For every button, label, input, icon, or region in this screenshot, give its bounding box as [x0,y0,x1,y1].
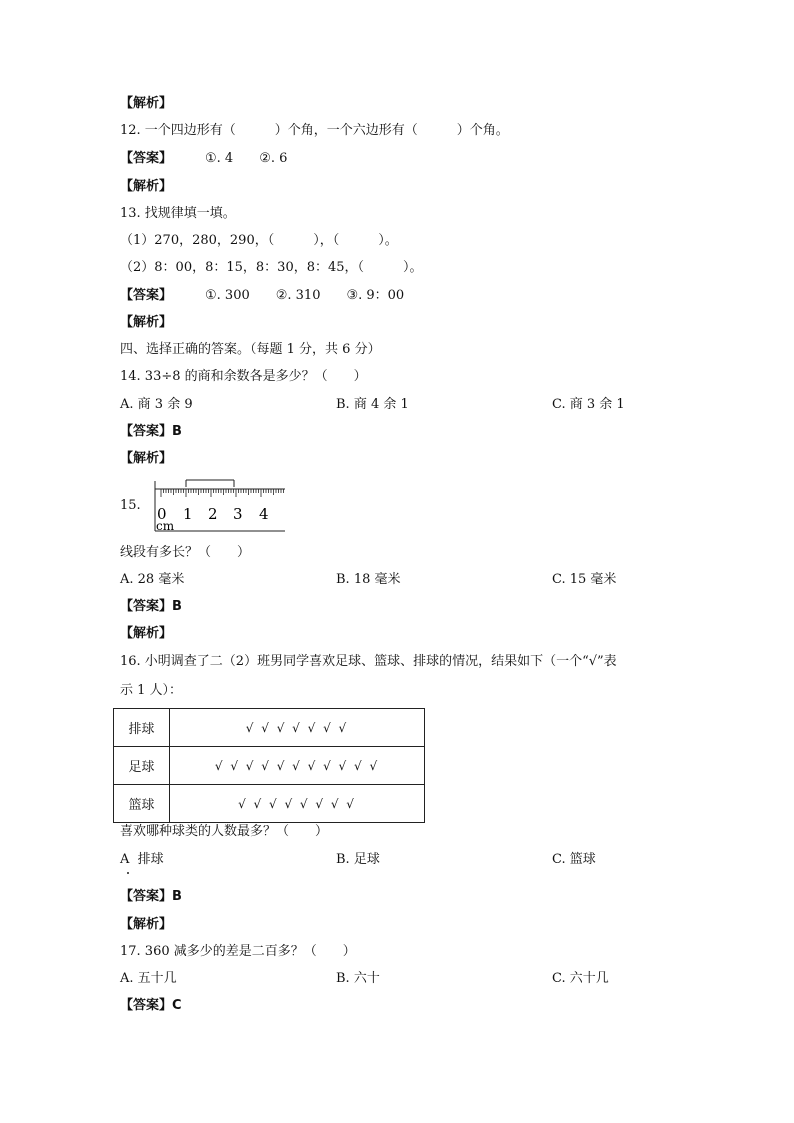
question-15-number: 15. [120,498,141,513]
ruler-unit: cm [156,519,175,533]
ruler-label-2: 2 [208,505,218,523]
ruler-figure [153,477,287,533]
question-13: 13. 找规律填一填。 [120,206,236,221]
analysis-label: 【解析】 [120,96,173,111]
ruler-label-4: 4 [259,505,269,523]
ruler-svg [153,477,287,533]
answer-label: 【答案】 [120,151,173,166]
question-16: 喜欢哪种球类的人数最多？（ ） [120,824,329,839]
answer-15: 【答案】B [120,599,182,614]
ruler-label-1: 1 [183,505,193,523]
option-b: B. 商 4 余 1 [336,397,409,412]
option-a: A. 五十几 [120,971,177,986]
question-17: 17. 360 减多少的差是二百多？（ ） [120,944,356,959]
answer-14: 【答案】B [120,424,182,439]
analysis-label: 【解析】 [120,179,173,194]
option-c: C. 商 3 余 1 [552,397,625,412]
row-marks: √ √ √ √ √ √ √ [170,709,425,747]
option-a: A. 28 毫米 [120,572,185,587]
question-16-line-2: 示 1 人）： [120,683,183,698]
question-13-part-1: （1）270，280，290，（ ），（ ）。 [120,233,398,248]
analysis-label: 【解析】 [120,451,173,466]
question-12: 12. 一个四边形有（ ）个角，一个六边形有（ ）个角。 [120,123,509,138]
analysis-label: 【解析】 [120,626,173,641]
answer-16: 【答案】B [120,889,182,904]
ruler-label-0: 0 [157,505,167,523]
ruler-ticks [161,489,284,497]
answer-12: ①. 4 ②. 6 [205,151,288,166]
answer-13: ①. 300 ②. 310 ③. 9：00 [205,288,405,303]
option-c: C. 篮球 [552,852,596,867]
tally-table [113,708,425,823]
question-14: 14. 33÷8 的商和余数各是多少？（ ） [120,369,367,384]
question-15: 线段有多长？（ ） [120,545,251,560]
ruler-label-3: 3 [233,505,243,523]
section-heading: 四、选择正确的答案。（每题 1 分，共 6 分） [120,342,381,357]
option-c: C. 六十几 [552,971,609,986]
row-label: 篮球 [114,785,170,823]
stray-dot [127,872,129,874]
row-label: 排球 [114,709,170,747]
option-a: A. 商 3 余 9 [120,397,193,412]
option-c: C. 15 毫米 [552,572,617,587]
option-b: B. 六十 [336,971,380,986]
table-row [114,747,425,785]
analysis-label: 【解析】 [120,917,173,932]
answer-label: 【答案】 [120,288,173,303]
row-marks: √ √ √ √ √ √ √ √ [170,785,425,823]
option-b: B. 18 毫米 [336,572,401,587]
table-row [114,785,425,823]
analysis-label: 【解析】 [120,315,173,330]
answer-17: 【答案】C [120,998,182,1013]
row-marks: √ √ √ √ √ √ √ √ √ √ √ [170,747,425,785]
question-13-part-2: （2）8：00，8：15，8：30，8：45，（ ）。 [120,260,423,275]
table-row [114,709,425,747]
row-label: 足球 [114,747,170,785]
question-16-line-1: 16. 小明调查了二（2）班男同学喜欢足球、篮球、排球的情况，结果如下（一个“√”表 [120,654,617,669]
option-b: B. 足球 [336,852,380,867]
option-a: A 排球 [120,852,164,867]
